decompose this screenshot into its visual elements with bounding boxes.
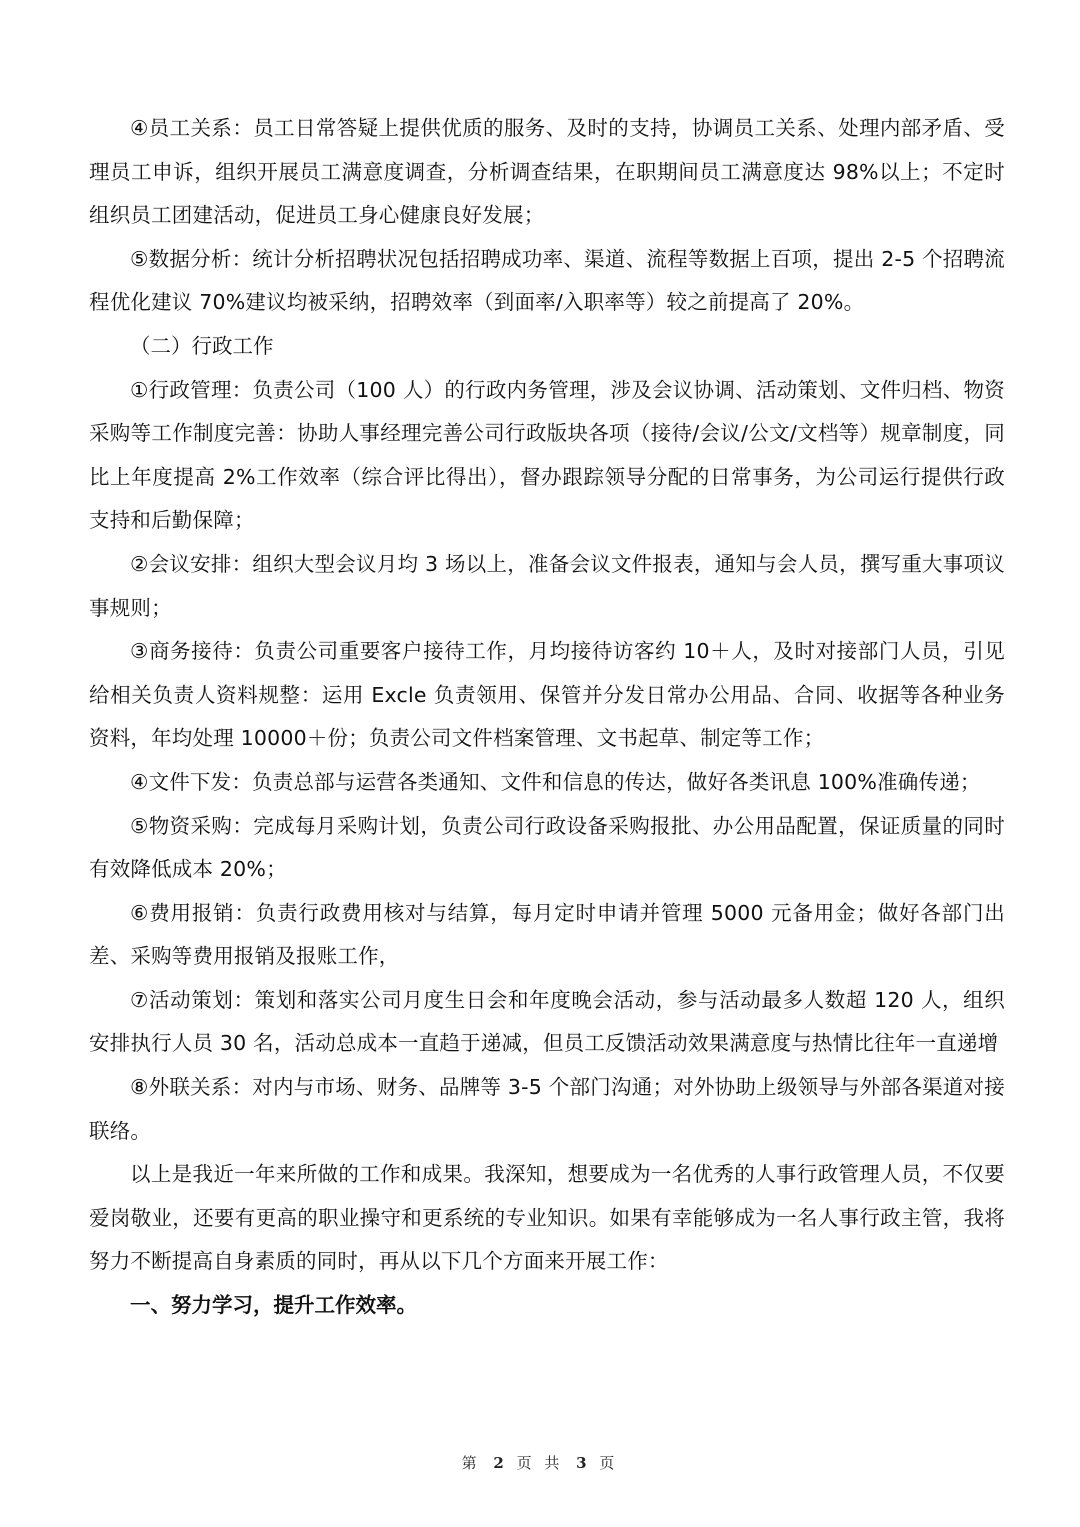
paragraph-expense-reimbursement: ⑥费用报销：负责行政费用核对与结算，每月定时申请并管理 5000 元备用金；做好各部门出差、采购等费用报销及报账工作，	[89, 900, 1005, 969]
paragraph-document-distribution: ④文件下发：负责总部与运营各类通知、文件和信息的传达，做好各类讯息 100%准确传递；	[130, 769, 981, 794]
paragraph-summary: 以上是我近一年来所做的工作和成果。我深知，想要成为一名优秀的人事行政管理人员，不仅要爱岗敬业，还要有更高的职业操守和更系统的专业知识。如果有幸能够成为一名人事行政主管，我将努力不断提高自身素质的同时，再从以下几个方面来开展工作：	[89, 1162, 1005, 1274]
document-body	[89, 107, 1005, 1328]
footer-suffix: 页	[599, 1454, 619, 1472]
paragraph-meeting-arrangement: ②会议安排：组织大型会议月均 3 场以上，准备会议文件报表，通知与会人员，撰写重大事项议事规则；	[89, 551, 1005, 620]
paragraph-business-reception: ③商务接待：负责公司重要客户接待工作，月均接待访客约 10＋人，及时对接部门人员，引见给相关负责人资料规整：运用 Excle 负责领用、保管并分发日常办公用品、合同、收据等各种业务资料，年均处理 10000＋份；负责公司文件档案管理、文书起草、制定等工作；	[89, 639, 1005, 751]
paragraph-external-relations: ⑧外联关系：对内与市场、财务、品牌等 3-5 个部门沟通；对外协助上级领导与外部各渠道对接联络。	[89, 1075, 1005, 1143]
footer-middle: 页 共	[516, 1454, 564, 1472]
paragraph-data-analysis: ⑤数据分析：统计分析招聘状况包括招聘成功率、渠道、流程等数据上百项，提出 2-5 个招聘流程优化建议 70%建议均被采纳，招聘效率（到面率/入职率等）较之前提高了 20%。	[89, 246, 1005, 315]
footer-current-page: 2	[493, 1454, 504, 1472]
page-footer	[0, 1452, 1080, 1473]
paragraph-procurement: ⑤物资采购：完成每月采购计划，负责公司行政设备采购报批、办公用品配置，保证质量的同时有效降低成本 20%；	[89, 813, 1005, 882]
paragraph-admin-management: ①行政管理：负责公司（100 人）的行政内务管理，涉及会议协调、活动策划、文件归档、物资采购等工作制度完善：协助人事经理完善公司行政版块各项（接待/会议/公文/文档等）规章制度，同比上年度提高 2%工作效率（综合评比得出），督办跟踪领导分配的日常事务，为公司运行提供行政支持和后勤保障；	[89, 377, 1005, 533]
paragraph-employee-relations: ④员工关系：员工日常答疑上提供优质的服务、及时的支持，协调员工关系、处理内部矛盾、受理员工申诉，组织开展员工满意度调查，分析调查结果，在职期间员工满意度达 98%以上；不定时组织员工团建活动，促进员工身心健康良好发展；	[89, 116, 1005, 228]
footer-prefix: 第	[461, 1454, 481, 1472]
section-heading-admin-work: （二）行政工作	[130, 333, 274, 358]
paragraph-event-planning: ⑦活动策划：策划和落实公司月度生日会和年度晚会活动，参与活动最多人数超 120 人，组织安排执行人员 30 名，活动总成本一直趋于递减，但员工反馈活动效果满意度与热情比往年一直递增	[89, 987, 1005, 1056]
section-heading-study: 一、努力学习，提升工作效率。	[130, 1293, 417, 1318]
footer-total-pages: 3	[576, 1454, 587, 1472]
